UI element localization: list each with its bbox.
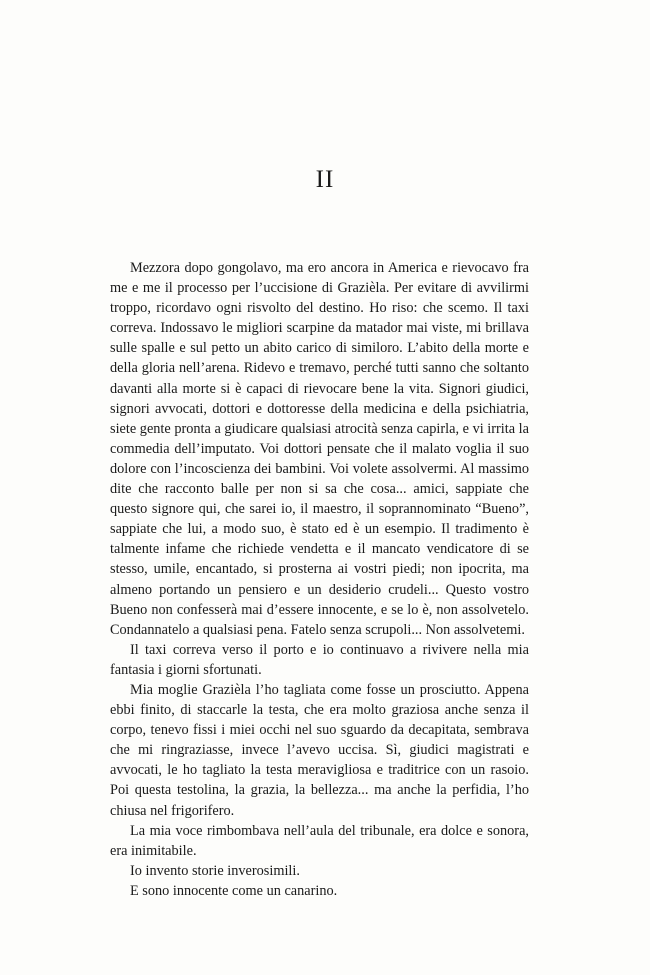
paragraph-5: Io invento storie inverosimili. [130,862,300,879]
paragraph-4: La mia voce rimbombava nell’aula del tribunale, era dolce e sonora, era inimitabile. [110,822,529,859]
paragraph-3: Mia moglie Grazièla l’ho tagliata come fosse un prosciutto. Appena ebbi finito, di staccarle la testa, che era molto graziosa anche senza il corpo, tenevo fissi i miei occhi nel suo sguardo da decapitata, sembrava che mi ringraziasse, invece l’avevo uccisa. Sì, giudici magistrati e avvocati, le ho tagliato la testa meravigliosa e traditrice con un rasoio. Poi questa testolina, la grazia, la bellezza... ma anche la perfidia, l’ho chiusa nel frigorifero. [110,681,529,819]
paragraph-2: Il taxi correva verso il porto e io continuavo a rivivere nella mia fantasia i giorni sfortunati. [110,641,529,678]
chapter-body [110,258,529,901]
paragraph-1: Mezzora dopo gongolavo, ma ero ancora in America e rievocavo fra me e me il processo per l’uccisione di Grazièla. Per evitare di avvilirmi troppo, ricordavo ogni risvolto del destino. Ho riso: che scemo. Il taxi correva. Indossavo le migliori scarpine da matador mai viste, mi brillava sulle spalle e sul petto un abito carico di similoro. L’abito della morte e della gloria nell’arena. Ridevo e tremavo, perché tutti sanno che soltanto davanti alla morte si è capaci di rievocare bene la vita. Signori giudici, signori avvocati, dottori e dottoresse della medicina e della psichiatria, siete gente pronta a giudicare qualsiasi atrocità senza capirla, e vi irrita la commedia dell’imputato. Voi dottori pensate che il malato voglia il suo dolore con l’incoscienza dei bambini. Voi volete assolvermi. Al massimo dite che racconto balle per non si sa che cosa... amici, sappiate che questo signore qui, che sarei io, il maestro, il soprannominato “Bueno”, sappiate che lui, a modo suo, è stato ed è un esempio. Il tradimento è talmente infame che richiede vendetta e il mancato vendicatore di se stesso, umile, encantado, si prosterna ai vostri piedi; non ipocrita, ma almeno portando un pensiero e un desiderio crudeli... Questo vostro Bueno non confesserà mai d’essere innocente, e se lo è, non assolvetelo. Condannatelo a qualsiasi pena. Fatelo senza scrupoli... Non assolvetemi. [110,260,529,638]
paragraph-6: E sono innocente come un canarino. [130,882,338,899]
chapter-title: II [315,166,335,193]
